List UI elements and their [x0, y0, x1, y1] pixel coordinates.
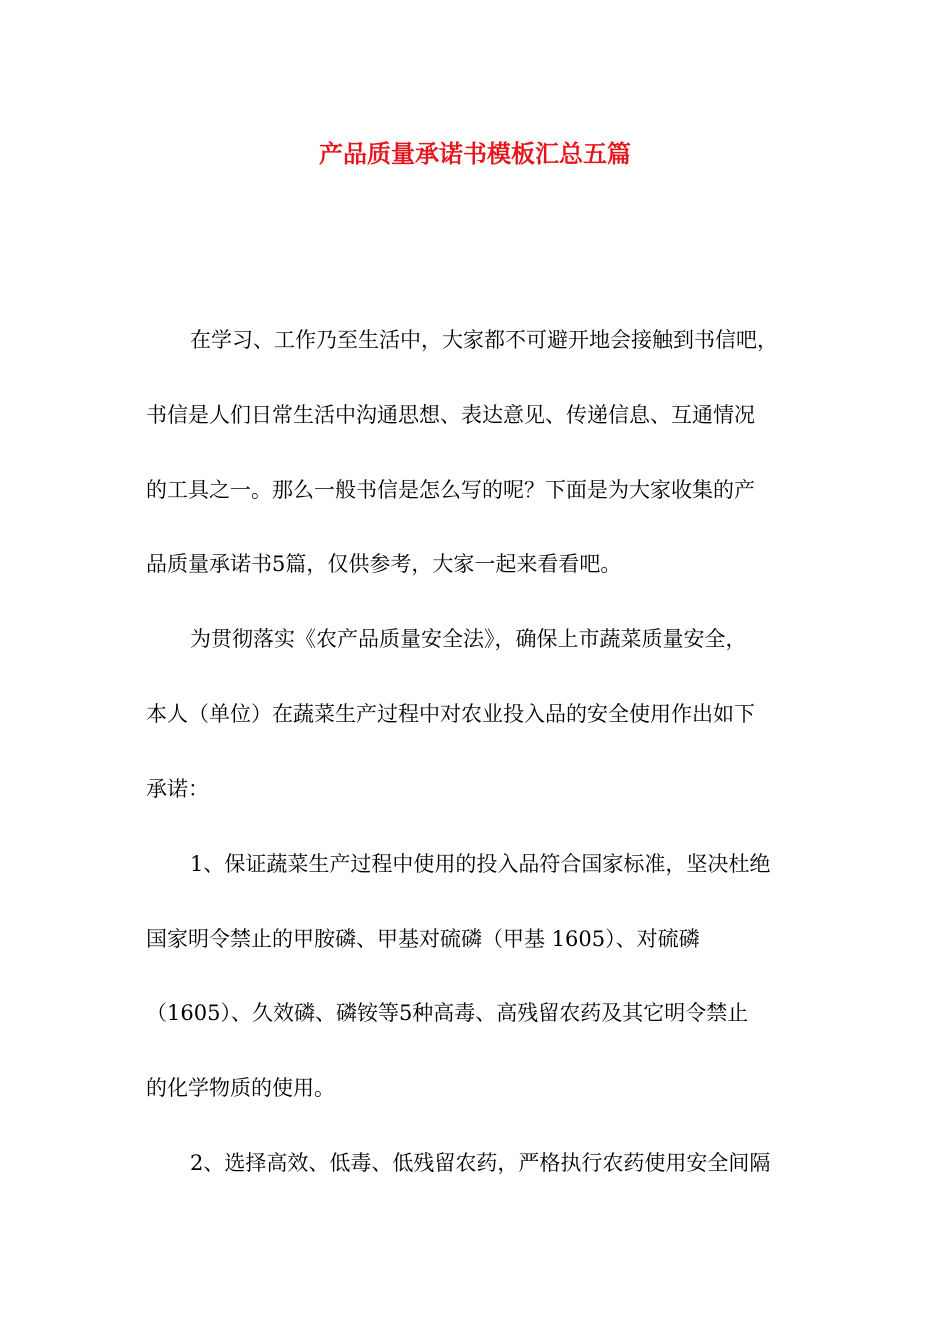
- paragraph-line: 2、选择高效、低毒、低残留农药，严格执行农药使用安全间隔: [190, 1151, 771, 1175]
- paragraph-line: （1605）、久效磷、磷铵等5种高毒、高残留农药及其它明令禁止: [146, 1001, 749, 1025]
- paragraph-line: 品质量承诺书5篇，仅供参考，大家一起来看看吧。: [146, 552, 622, 576]
- paragraph-line: 在学习、工作乃至生活中，大家都不可避开地会接触到书信吧，: [190, 328, 778, 352]
- paragraph-line: 书信是人们日常生活中沟通思想、表达意见、传递信息、互通情况: [146, 403, 755, 427]
- paragraph-line: 1、保证蔬菜生产过程中使用的投入品符合国家标准，坚决杜绝: [190, 852, 771, 876]
- document-title: 产品质量承诺书模板汇总五篇: [319, 139, 631, 168]
- paragraph-line: 为贯彻落实《农产品质量安全法》，确保上市蔬菜质量安全，: [190, 627, 747, 651]
- paragraph-line: 的工具之一。那么一般书信是怎么写的呢？下面是为大家收集的产: [146, 478, 755, 502]
- paragraph-line: 国家明令禁止的甲胺磷、甲基对硫磷（甲基 1605）、对硫磷: [146, 927, 700, 951]
- paragraph-line: 的化学物质的使用。: [146, 1076, 335, 1100]
- paragraph-line: 本人（单位）在蔬菜生产过程中对农业投入品的安全使用作出如下: [146, 702, 755, 726]
- paragraph-line: 承诺：: [146, 777, 209, 801]
